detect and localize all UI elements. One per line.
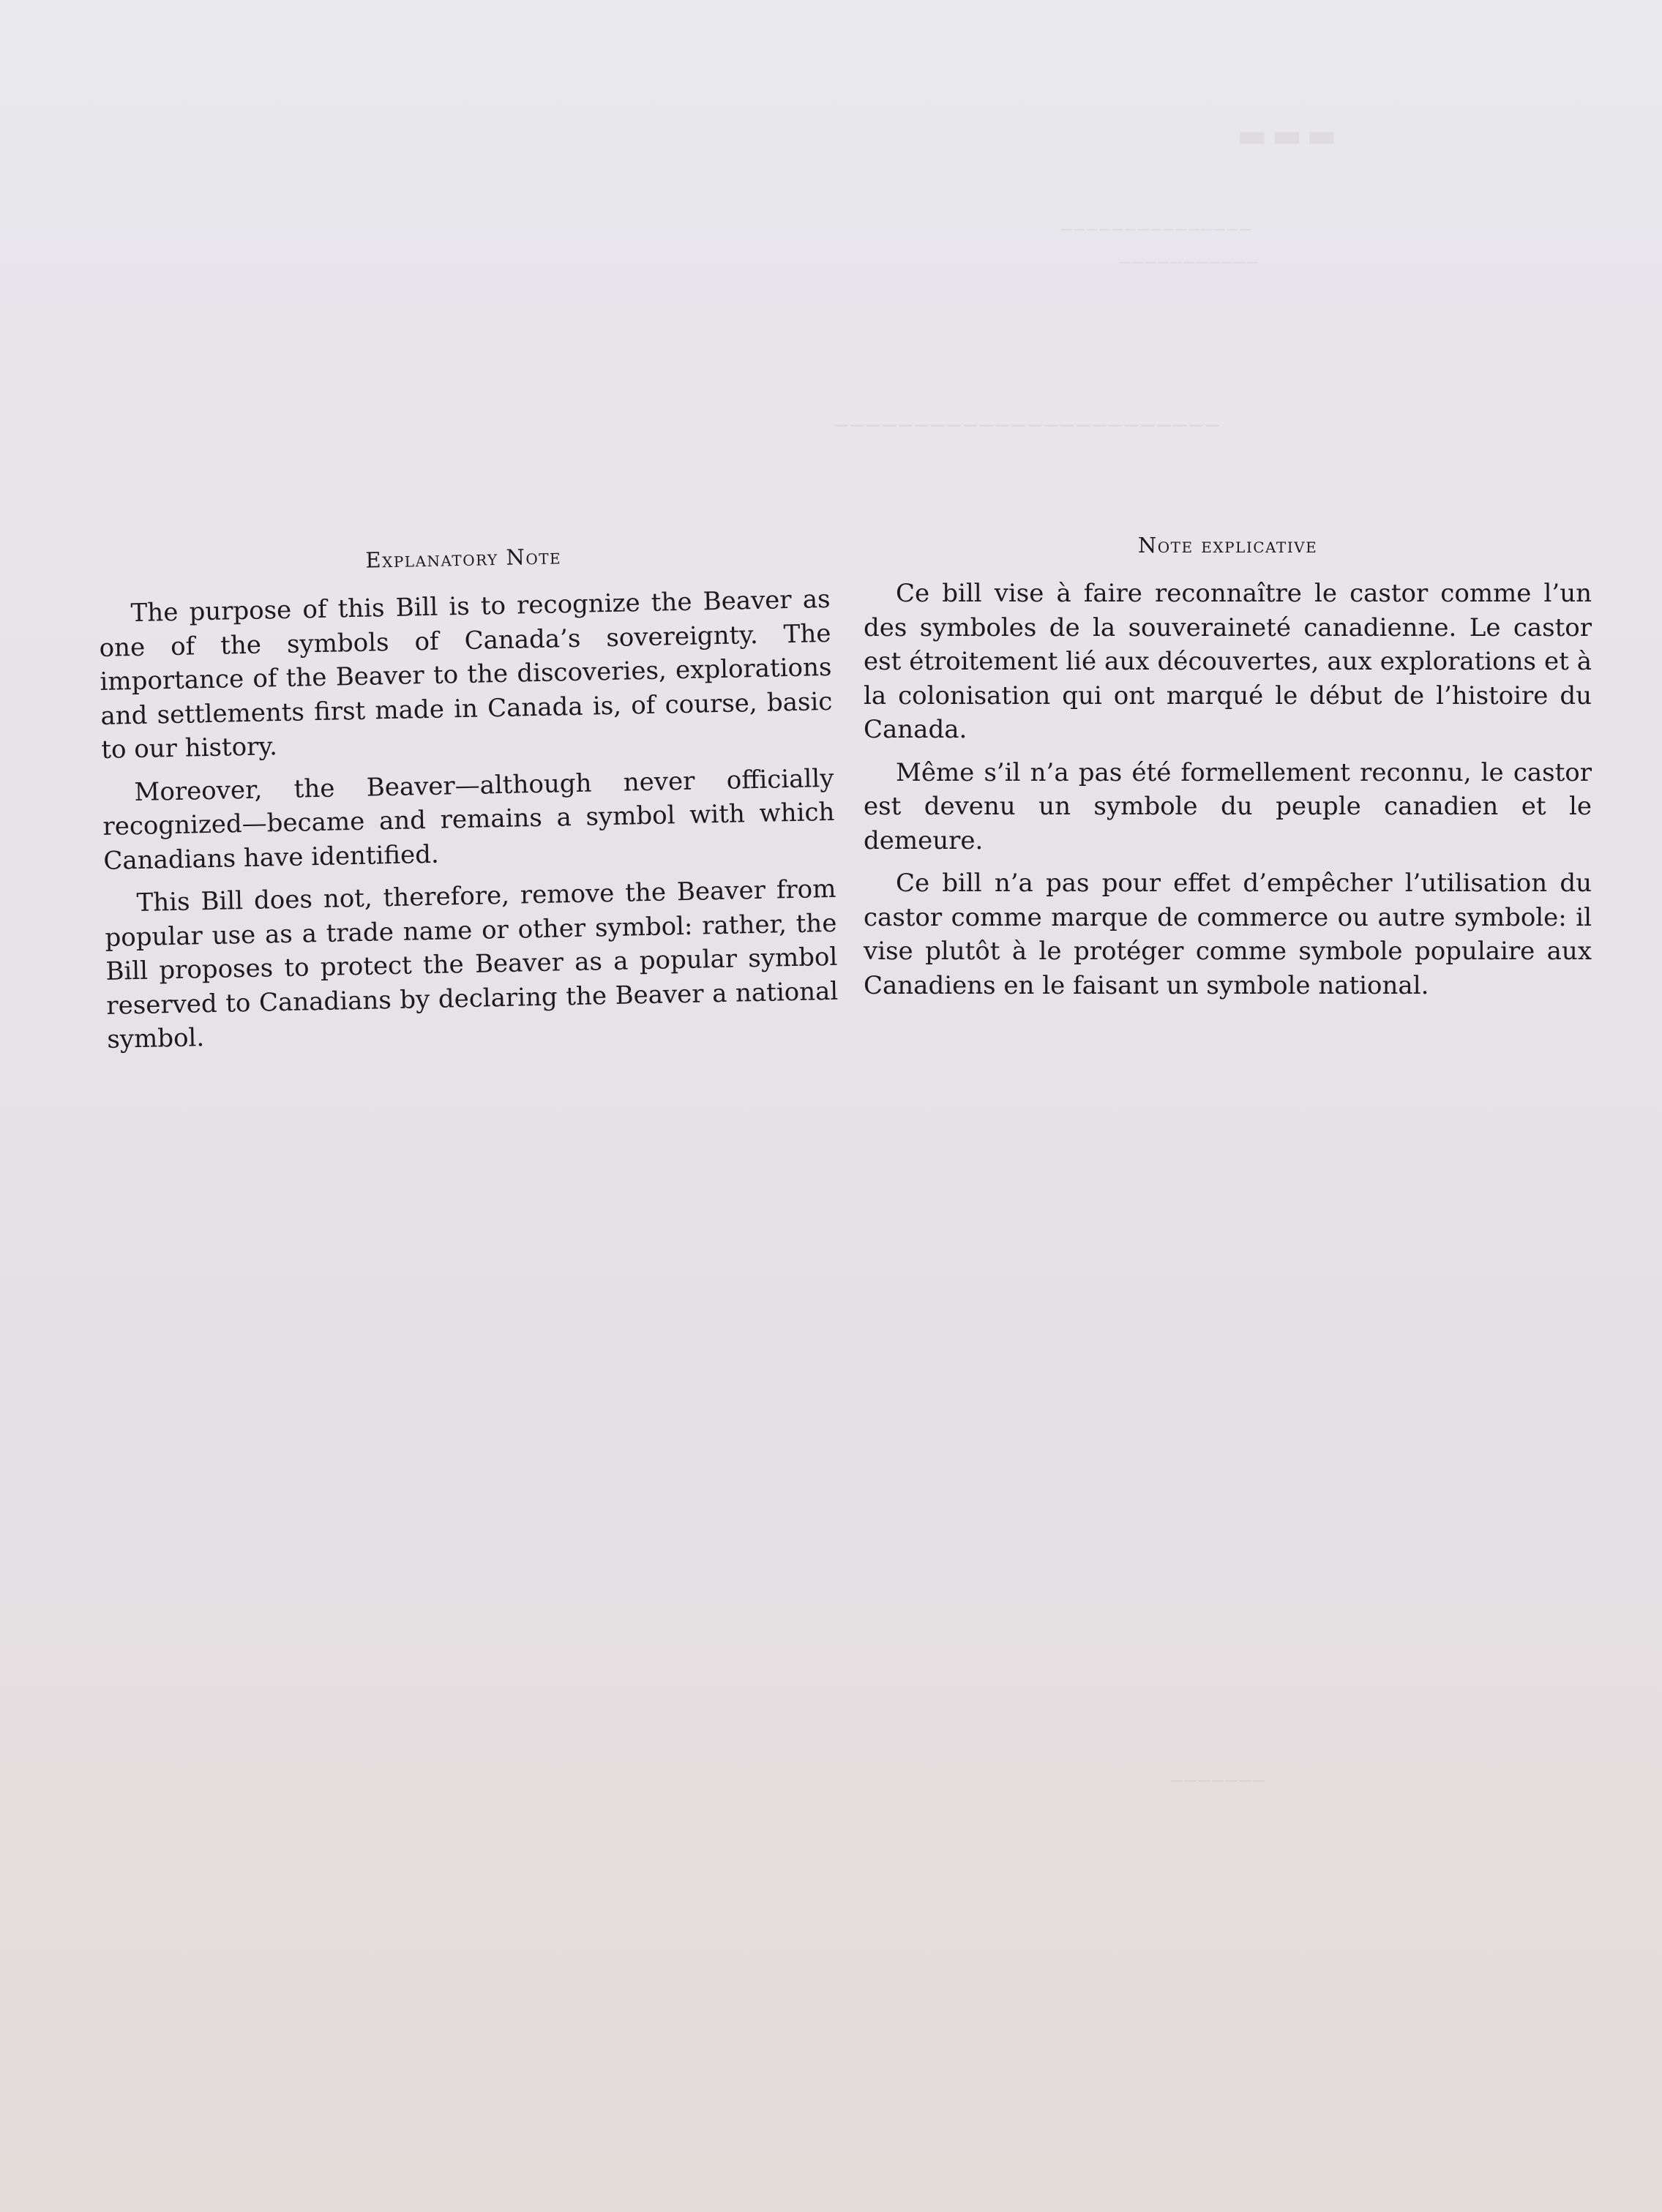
french-column — [864, 533, 1592, 1011]
show-through-mark: ──────────────────────── — [834, 413, 1222, 439]
french-paragraph: Ce bill n’a pas pour effet d’empêcher l’utilisation du castor comme marque de commerce ou autre symbole: il vise plutôt à le protéger comme symbole populaire aux Canadiens en le faisant un symbole national. — [864, 869, 1592, 1000]
french-paragraph: Ce bill vise à faire reconnaître le castor comme l’un des symboles de la souveraineté canadienne. Le castor est étroitement lié aux découvertes, aux explorations et à la colonisation qui ont marqué le début de l’histoire du Canada. — [864, 579, 1592, 744]
show-through-mark: ▬▬▬ — [1237, 117, 1341, 154]
english-paragraph: The purpose of this Bill is to recognize the Beaver as one of the symbols of Canada’s sovereignty. The importance of the Beaver to the discoveries, explorations and settlements first made in Canada is, of course, basic to our history. — [99, 584, 833, 765]
english-paragraph: Moreover, the Beaver—although never officially recognized—became and remains a symbol with which Canadians have identified. — [102, 763, 835, 876]
english-heading: Explanatory Note — [365, 544, 562, 573]
french-paragraph: Même s’il n’a pas été formellement reconnu, le castor est devenu un symbole du peuple canadien et le demeure. — [864, 757, 1592, 855]
show-through-mark: ─────────────── — [1061, 220, 1253, 240]
english-column — [97, 539, 839, 1065]
english-paragraph: This Bill does not, therefore, remove the Beaver from popular use as a trade name or other symbol: rather, the Bill proposes to protect the Beaver as a popular symbol reserved to Canadians by declaring the Beaver a national symbol. — [105, 874, 839, 1054]
french-heading: Note explicative — [1137, 533, 1318, 558]
show-through-mark: ─────── — [1171, 1771, 1267, 1793]
show-through-mark: ─────────── — [1120, 252, 1260, 273]
